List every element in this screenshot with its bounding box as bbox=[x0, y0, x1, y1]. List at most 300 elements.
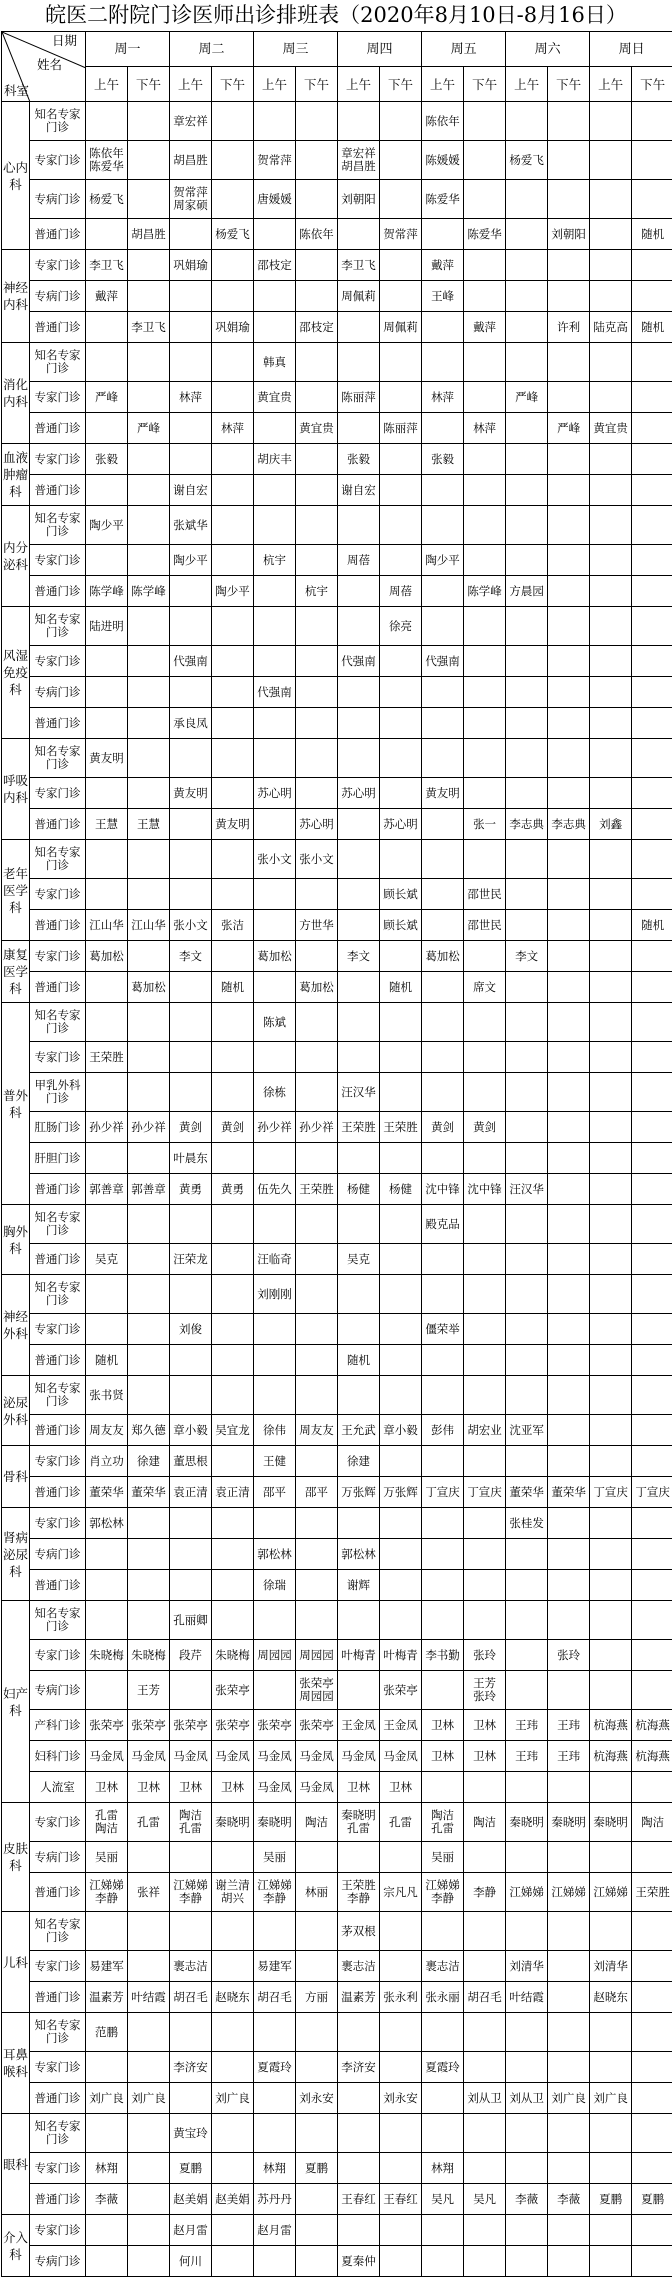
doctor-cell bbox=[128, 506, 170, 545]
doctor-cell bbox=[338, 1042, 380, 1073]
doctor-cell bbox=[380, 1073, 422, 1112]
doctor-cell: 夏霞玲 bbox=[254, 2052, 296, 2083]
table-row bbox=[2, 2013, 672, 2052]
doctor-cell bbox=[380, 1042, 422, 1073]
doctor-cell bbox=[422, 1539, 464, 1570]
doctor-cell bbox=[464, 1446, 506, 1477]
table-row bbox=[2, 1244, 672, 1275]
doctor-cell: 苏丹丹 bbox=[254, 2184, 296, 2215]
doctor-cell bbox=[548, 1345, 590, 1376]
table-row bbox=[2, 840, 672, 879]
clinic-type: 普通门诊 bbox=[30, 312, 86, 343]
header-dept-label: 科室 bbox=[4, 84, 29, 97]
doctor-cell bbox=[338, 1671, 380, 1710]
doctor-cell bbox=[296, 1314, 338, 1345]
am-header: 上午 bbox=[86, 67, 128, 102]
doctor-cell: 随机 bbox=[338, 1345, 380, 1376]
doctor-cell: 陆进明 bbox=[86, 607, 128, 646]
doctor-cell bbox=[296, 1951, 338, 1982]
table-row bbox=[2, 1640, 672, 1671]
day-header: 周日 bbox=[590, 32, 672, 67]
doctor-cell: 丁宣庆 bbox=[422, 1477, 464, 1508]
doctor-cell bbox=[548, 1772, 590, 1803]
table-row bbox=[2, 576, 672, 607]
doctor-cell bbox=[170, 1570, 212, 1601]
doctor-cell bbox=[338, 1314, 380, 1345]
doctor-cell: 江山华 bbox=[128, 910, 170, 941]
clinic-type: 专家门诊 bbox=[30, 2153, 86, 2184]
doctor-cell bbox=[506, 2215, 548, 2246]
doctor-cell bbox=[422, 576, 464, 607]
doctor-cell: 刘清华 bbox=[506, 1951, 548, 1982]
doctor-cell bbox=[422, 1244, 464, 1275]
doctor-cell: 温素芳 bbox=[86, 1982, 128, 2013]
doctor-cell bbox=[464, 343, 506, 382]
doctor-cell: 朱晓梅 bbox=[128, 1640, 170, 1671]
doctor-cell: 孙少祥 bbox=[296, 1112, 338, 1143]
doctor-cell bbox=[212, 475, 254, 506]
doctor-cell bbox=[128, 646, 170, 677]
doctor-cell bbox=[506, 1003, 548, 1042]
doctor-cell bbox=[128, 1143, 170, 1174]
doctor-cell bbox=[128, 141, 170, 180]
doctor-cell bbox=[212, 343, 254, 382]
doctor-cell bbox=[590, 250, 632, 281]
clinic-type: 知名专家门诊 bbox=[30, 739, 86, 778]
doctor-cell bbox=[380, 1345, 422, 1376]
doctor-cell: 王荣胜 李静 bbox=[338, 1873, 380, 1912]
clinic-type: 知名专家门诊 bbox=[30, 1912, 86, 1951]
doctor-cell: 郭松林 bbox=[254, 1539, 296, 1570]
doctor-cell: 许利 bbox=[548, 312, 590, 343]
doctor-cell bbox=[296, 879, 338, 910]
doctor-cell bbox=[254, 739, 296, 778]
doctor-cell bbox=[128, 2246, 170, 2277]
doctor-cell: 裹志洁 bbox=[338, 1951, 380, 1982]
doctor-cell bbox=[170, 1539, 212, 1570]
doctor-cell bbox=[212, 1376, 254, 1415]
doctor-cell: 吴丽 bbox=[422, 1842, 464, 1873]
doctor-cell bbox=[632, 1539, 672, 1570]
doctor-cell bbox=[632, 2215, 672, 2246]
doctor-cell bbox=[380, 778, 422, 809]
clinic-type: 人流室 bbox=[30, 1772, 86, 1803]
doctor-cell bbox=[464, 475, 506, 506]
doctor-cell bbox=[338, 739, 380, 778]
doctor-cell: 杭海燕 bbox=[590, 1710, 632, 1741]
doctor-cell: 胡宏业 bbox=[464, 1415, 506, 1446]
doctor-cell bbox=[506, 1570, 548, 1601]
doctor-cell: 杨爱飞 bbox=[506, 141, 548, 180]
doctor-cell bbox=[254, 281, 296, 312]
doctor-cell bbox=[632, 1042, 672, 1073]
doctor-cell bbox=[212, 2013, 254, 2052]
doctor-cell: 杭宇 bbox=[254, 545, 296, 576]
doctor-cell: 贺常萍 bbox=[380, 219, 422, 250]
doctor-cell: 张荣亭 bbox=[86, 1710, 128, 1741]
doctor-cell bbox=[590, 382, 632, 413]
doctor-cell bbox=[548, 1601, 590, 1640]
table-row bbox=[2, 1982, 672, 2013]
doctor-cell: 李书勤 bbox=[422, 1640, 464, 1671]
doctor-cell: 陶少平 bbox=[422, 545, 464, 576]
doctor-cell bbox=[422, 607, 464, 646]
doctor-cell bbox=[296, 1446, 338, 1477]
doctor-cell bbox=[506, 312, 548, 343]
doctor-cell bbox=[86, 840, 128, 879]
doctor-cell bbox=[338, 677, 380, 708]
doctor-cell: 丁宣庆 bbox=[464, 1477, 506, 1508]
doctor-cell bbox=[632, 778, 672, 809]
doctor-cell bbox=[128, 250, 170, 281]
dept-name-text: 康复医学科 bbox=[3, 946, 29, 997]
doctor-cell bbox=[632, 2153, 672, 2184]
doctor-cell: 邵世民 bbox=[464, 910, 506, 941]
doctor-cell bbox=[212, 1601, 254, 1640]
doctor-cell: 王慧 bbox=[86, 809, 128, 840]
doctor-cell bbox=[128, 545, 170, 576]
doctor-cell bbox=[548, 1244, 590, 1275]
clinic-type: 专病门诊 bbox=[30, 180, 86, 219]
doctor-cell bbox=[254, 1205, 296, 1244]
doctor-cell bbox=[296, 1376, 338, 1415]
header-row-days bbox=[2, 32, 672, 67]
doctor-cell bbox=[590, 1671, 632, 1710]
table-row bbox=[2, 1601, 672, 1640]
doctor-cell bbox=[380, 102, 422, 141]
doctor-cell bbox=[170, 1508, 212, 1539]
table-row bbox=[2, 1803, 672, 1842]
doctor-cell bbox=[464, 382, 506, 413]
doctor-cell bbox=[590, 180, 632, 219]
schedule-table bbox=[1, 31, 672, 2277]
clinic-type: 专家门诊 bbox=[30, 1042, 86, 1073]
doctor-cell bbox=[590, 1601, 632, 1640]
am-header: 上午 bbox=[254, 67, 296, 102]
page-title: 皖医二附院门诊医师出诊排班表（2020年8月10日-8月16日） bbox=[0, 0, 672, 30]
doctor-cell bbox=[422, 1570, 464, 1601]
doctor-cell bbox=[548, 1415, 590, 1446]
doctor-cell bbox=[506, 219, 548, 250]
doctor-cell: 张一 bbox=[464, 809, 506, 840]
doctor-cell: 孔雷 bbox=[380, 1803, 422, 1842]
doctor-cell bbox=[632, 879, 672, 910]
doctor-cell bbox=[506, 972, 548, 1003]
doctor-cell bbox=[632, 343, 672, 382]
clinic-type: 普通门诊 bbox=[30, 219, 86, 250]
doctor-cell bbox=[380, 343, 422, 382]
doctor-cell: 吴丽 bbox=[86, 1842, 128, 1873]
dept-name bbox=[2, 941, 30, 1003]
doctor-cell bbox=[422, 475, 464, 506]
doctor-cell bbox=[590, 1205, 632, 1244]
doctor-cell bbox=[548, 382, 590, 413]
doctor-cell bbox=[548, 677, 590, 708]
doctor-cell bbox=[128, 1042, 170, 1073]
doctor-cell bbox=[590, 739, 632, 778]
doctor-cell bbox=[380, 2246, 422, 2277]
doctor-cell: 黄友明 bbox=[170, 778, 212, 809]
doctor-cell bbox=[212, 2153, 254, 2184]
doctor-cell: 苏心明 bbox=[296, 809, 338, 840]
doctor-cell bbox=[254, 1671, 296, 1710]
dept-name-text: 神经内科 bbox=[3, 279, 29, 313]
doctor-cell: 徐建 bbox=[338, 1446, 380, 1477]
clinic-type: 产科门诊 bbox=[30, 1710, 86, 1741]
clinic-type: 知名专家门诊 bbox=[30, 1003, 86, 1042]
doctor-cell bbox=[632, 739, 672, 778]
doctor-cell: 赵月雷 bbox=[170, 2215, 212, 2246]
doctor-cell bbox=[254, 972, 296, 1003]
doctor-cell bbox=[380, 708, 422, 739]
am-header: 上午 bbox=[170, 67, 212, 102]
doctor-cell bbox=[422, 1073, 464, 1112]
doctor-cell bbox=[254, 1376, 296, 1415]
dept-name-text: 皮肤科 bbox=[3, 1840, 29, 1874]
doctor-cell bbox=[296, 646, 338, 677]
doctor-cell bbox=[548, 972, 590, 1003]
doctor-cell: 周友友 bbox=[86, 1415, 128, 1446]
doctor-cell: 卫林 bbox=[422, 1710, 464, 1741]
doctor-cell bbox=[296, 1244, 338, 1275]
doctor-cell bbox=[590, 1640, 632, 1671]
doctor-cell bbox=[632, 475, 672, 506]
doctor-cell bbox=[128, 180, 170, 219]
doctor-cell: 刘鑫 bbox=[590, 809, 632, 840]
doctor-cell bbox=[422, 1345, 464, 1376]
day-header: 周三 bbox=[254, 32, 338, 67]
doctor-cell bbox=[590, 1446, 632, 1477]
doctor-cell bbox=[590, 1112, 632, 1143]
dept-name-text: 消化内科 bbox=[3, 376, 29, 410]
doctor-cell bbox=[380, 1275, 422, 1314]
doctor-cell bbox=[86, 1601, 128, 1640]
doctor-cell bbox=[548, 1003, 590, 1042]
clinic-type: 知名专家门诊 bbox=[30, 2114, 86, 2153]
table-row bbox=[2, 1446, 672, 1477]
doctor-cell bbox=[590, 1275, 632, 1314]
doctor-cell: 马金凤 bbox=[212, 1741, 254, 1772]
header-name-label: 姓名 bbox=[37, 58, 62, 71]
clinic-type: 专家门诊 bbox=[30, 879, 86, 910]
table-row bbox=[2, 1671, 672, 1710]
doctor-cell: 沈亚军 bbox=[506, 1415, 548, 1446]
dept-name-text: 普外科 bbox=[3, 1087, 29, 1121]
doctor-cell bbox=[128, 475, 170, 506]
table-row bbox=[2, 1275, 672, 1314]
doctor-cell bbox=[338, 2215, 380, 2246]
doctor-cell bbox=[86, 708, 128, 739]
doctor-cell bbox=[506, 1112, 548, 1143]
table-row bbox=[2, 1741, 672, 1772]
doctor-cell bbox=[422, 809, 464, 840]
doctor-cell bbox=[254, 506, 296, 545]
clinic-type: 知名专家门诊 bbox=[30, 1275, 86, 1314]
doctor-cell: 苏心明 bbox=[380, 809, 422, 840]
doctor-cell: 张毅 bbox=[86, 444, 128, 475]
doctor-cell bbox=[86, 102, 128, 141]
clinic-type: 专家门诊 bbox=[30, 141, 86, 180]
doctor-cell bbox=[548, 1671, 590, 1710]
clinic-type: 专家门诊 bbox=[30, 2052, 86, 2083]
table-row bbox=[2, 1003, 672, 1042]
clinic-type: 普通门诊 bbox=[30, 1345, 86, 1376]
doctor-cell bbox=[212, 141, 254, 180]
doctor-cell: 王芳 bbox=[128, 1671, 170, 1710]
doctor-cell: 赵美娟 bbox=[212, 2184, 254, 2215]
doctor-cell: 周蓓 bbox=[380, 576, 422, 607]
doctor-cell bbox=[338, 809, 380, 840]
doctor-cell bbox=[548, 1042, 590, 1073]
doctor-cell: 张玲 bbox=[464, 1640, 506, 1671]
doctor-cell bbox=[128, 1570, 170, 1601]
doctor-cell bbox=[590, 2153, 632, 2184]
doctor-cell bbox=[170, 879, 212, 910]
table-row bbox=[2, 2153, 672, 2184]
doctor-cell bbox=[590, 475, 632, 506]
doctor-cell: 孔雷 陶洁 bbox=[86, 1803, 128, 1842]
doctor-cell bbox=[86, 2215, 128, 2246]
doctor-cell: 江娣娣 李静 bbox=[422, 1873, 464, 1912]
doctor-cell bbox=[212, 1508, 254, 1539]
doctor-cell: 张荣亭 bbox=[212, 1710, 254, 1741]
doctor-cell bbox=[632, 506, 672, 545]
table-row bbox=[2, 1912, 672, 1951]
doctor-cell bbox=[464, 646, 506, 677]
doctor-cell bbox=[422, 1042, 464, 1073]
doctor-cell: 夏鹏 bbox=[296, 2153, 338, 2184]
doctor-cell bbox=[128, 281, 170, 312]
doctor-cell: 卫林 bbox=[86, 1772, 128, 1803]
doctor-cell: 夏秦仲 bbox=[338, 2246, 380, 2277]
doctor-cell: 马金凤 bbox=[254, 1772, 296, 1803]
doctor-cell bbox=[548, 2215, 590, 2246]
doctor-cell bbox=[254, 312, 296, 343]
doctor-cell: 夏鹏 bbox=[632, 2184, 672, 2215]
doctor-cell bbox=[380, 1951, 422, 1982]
doctor-cell: 赵美娟 bbox=[170, 2184, 212, 2215]
doctor-cell: 王健 bbox=[254, 1446, 296, 1477]
doctor-cell bbox=[212, 1003, 254, 1042]
doctor-cell bbox=[464, 607, 506, 646]
doctor-cell bbox=[86, 1003, 128, 1042]
doctor-cell bbox=[590, 1314, 632, 1345]
doctor-cell bbox=[128, 1314, 170, 1345]
doctor-cell: 代强南 bbox=[338, 646, 380, 677]
doctor-cell: 林萍 bbox=[212, 413, 254, 444]
doctor-cell bbox=[422, 1376, 464, 1415]
doctor-cell: 马金凤 bbox=[170, 1741, 212, 1772]
dept-name-text: 耳鼻喉科 bbox=[3, 2046, 29, 2080]
doctor-cell bbox=[590, 141, 632, 180]
doctor-cell bbox=[128, 1345, 170, 1376]
doctor-cell bbox=[380, 1601, 422, 1640]
doctor-cell bbox=[632, 281, 672, 312]
doctor-cell: 张玲 bbox=[548, 1640, 590, 1671]
doctor-cell bbox=[590, 1042, 632, 1073]
doctor-cell bbox=[254, 1912, 296, 1951]
doctor-cell bbox=[86, 1205, 128, 1244]
table-row bbox=[2, 2215, 672, 2246]
day-header: 周二 bbox=[170, 32, 254, 67]
doctor-cell: 杭海燕 bbox=[632, 1741, 672, 1772]
clinic-type: 知名专家门诊 bbox=[30, 1205, 86, 1244]
doctor-cell bbox=[464, 1314, 506, 1345]
am-header: 上午 bbox=[422, 67, 464, 102]
dept-name bbox=[2, 506, 30, 607]
doctor-cell: 孙少祥 bbox=[128, 1112, 170, 1143]
table-row bbox=[2, 879, 672, 910]
table-row bbox=[2, 102, 672, 141]
doctor-cell bbox=[128, 2114, 170, 2153]
doctor-cell bbox=[296, 475, 338, 506]
doctor-cell bbox=[422, 840, 464, 879]
doctor-cell bbox=[338, 1842, 380, 1873]
doctor-cell: 方丽 bbox=[296, 1982, 338, 2013]
doctor-cell bbox=[86, 1143, 128, 1174]
doctor-cell bbox=[296, 545, 338, 576]
doctor-cell bbox=[338, 2153, 380, 2184]
doctor-cell bbox=[548, 1508, 590, 1539]
dept-name-text: 胸外科 bbox=[3, 1223, 29, 1257]
doctor-cell bbox=[422, 2215, 464, 2246]
clinic-type: 普通门诊 bbox=[30, 413, 86, 444]
doctor-cell bbox=[212, 708, 254, 739]
doctor-cell: 王荣胜 bbox=[86, 1042, 128, 1073]
doctor-cell: 肖立功 bbox=[86, 1446, 128, 1477]
doctor-cell bbox=[464, 1042, 506, 1073]
clinic-type: 知名专家门诊 bbox=[30, 840, 86, 879]
doctor-cell bbox=[548, 1275, 590, 1314]
doctor-cell bbox=[506, 2114, 548, 2153]
doctor-cell bbox=[170, 2083, 212, 2114]
doctor-cell bbox=[212, 1570, 254, 1601]
doctor-cell: 黄友明 bbox=[422, 778, 464, 809]
doctor-cell bbox=[254, 1601, 296, 1640]
table-row bbox=[2, 1143, 672, 1174]
doctor-cell bbox=[632, 2114, 672, 2153]
doctor-cell bbox=[464, 1003, 506, 1042]
doctor-cell bbox=[590, 1003, 632, 1042]
doctor-cell: 刘广良 bbox=[86, 2083, 128, 2114]
doctor-cell bbox=[128, 1376, 170, 1415]
doctor-cell bbox=[296, 2184, 338, 2215]
doctor-cell: 董荣华 bbox=[86, 1477, 128, 1508]
doctor-cell bbox=[86, 2246, 128, 2277]
doctor-cell bbox=[170, 343, 212, 382]
doctor-cell bbox=[380, 1003, 422, 1042]
doctor-cell bbox=[548, 1174, 590, 1205]
doctor-cell: 李济安 bbox=[170, 2052, 212, 2083]
doctor-cell bbox=[212, 250, 254, 281]
doctor-cell bbox=[296, 778, 338, 809]
doctor-cell bbox=[380, 1842, 422, 1873]
doctor-cell bbox=[590, 343, 632, 382]
doctor-cell: 孔雷 bbox=[128, 1803, 170, 1842]
doctor-cell bbox=[128, 1073, 170, 1112]
table-row bbox=[2, 910, 672, 941]
doctor-cell: 王金凤 bbox=[380, 1710, 422, 1741]
doctor-cell bbox=[296, 343, 338, 382]
doctor-cell bbox=[422, 1275, 464, 1314]
doctor-cell bbox=[212, 102, 254, 141]
clinic-type: 肛肠门诊 bbox=[30, 1112, 86, 1143]
doctor-cell bbox=[422, 312, 464, 343]
doctor-cell bbox=[296, 1570, 338, 1601]
doctor-cell: 马金凤 bbox=[296, 1772, 338, 1803]
doctor-cell bbox=[86, 879, 128, 910]
doctor-cell: 章小毅 bbox=[170, 1415, 212, 1446]
